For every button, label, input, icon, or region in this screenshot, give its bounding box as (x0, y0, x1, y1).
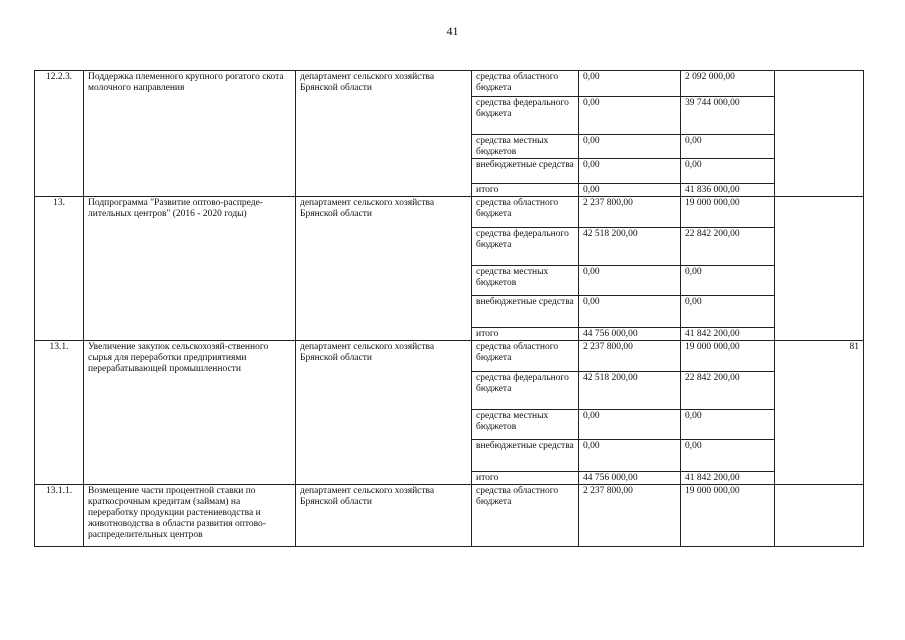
amount-col-1: 0,00 (579, 440, 681, 472)
amount-col-2: 19 000 000,00 (681, 197, 775, 228)
amount-col-2: 0,00 (681, 135, 775, 159)
amount-col-1: 0,00 (579, 184, 681, 197)
item-executor: департамент сельского хозяйства Брянской области (296, 71, 472, 197)
funding-source: внебюджетные средства (472, 440, 579, 472)
amount-col-2: 41 842 200,00 (681, 328, 775, 341)
funding-source: средства местных бюджетов (472, 266, 579, 296)
amount-col-2: 0,00 (681, 266, 775, 296)
amount-col-2: 0,00 (681, 159, 775, 184)
amount-col-1: 0,00 (579, 410, 681, 440)
amount-col-2: 19 000 000,00 (681, 485, 775, 547)
item-score: 81 (775, 341, 864, 485)
amount-col-2: 0,00 (681, 296, 775, 328)
amount-col-2: 0,00 (681, 410, 775, 440)
amount-col-1: 2 237 800,00 (579, 197, 681, 228)
item-score (775, 485, 864, 547)
budget-table-body (35, 71, 864, 547)
item-score (775, 197, 864, 341)
item-number: 12.2.3. (35, 71, 84, 197)
funding-source: средства областного бюджета (472, 341, 579, 372)
item-number: 13.1. (35, 341, 84, 485)
amount-col-1: 2 237 800,00 (579, 341, 681, 372)
budget-table (34, 70, 864, 547)
funding-source: средства областного бюджета (472, 71, 579, 97)
amount-col-1: 44 756 000,00 (579, 472, 681, 485)
amount-col-2: 0,00 (681, 440, 775, 472)
amount-col-2: 2 092 000,00 (681, 71, 775, 97)
item-score (775, 71, 864, 197)
item-name: Подпрограмма "Развитие оптово-распреде-лительных центров" (2016 - 2020 годы) (84, 197, 296, 341)
item-executor: департамент сельского хозяйства Брянской области (296, 485, 472, 547)
amount-col-1: 44 756 000,00 (579, 328, 681, 341)
funding-source: средства федерального бюджета (472, 372, 579, 410)
funding-source: итого (472, 328, 579, 341)
funding-source: средства областного бюджета (472, 485, 579, 547)
item-number: 13. (35, 197, 84, 341)
amount-col-2: 19 000 000,00 (681, 341, 775, 372)
page-number: 41 (446, 24, 459, 38)
item-executor: департамент сельского хозяйства Брянской области (296, 341, 472, 485)
amount-col-1: 0,00 (579, 296, 681, 328)
funding-source: средства федерального бюджета (472, 97, 579, 135)
funding-source: средства местных бюджетов (472, 410, 579, 440)
amount-col-1: 0,00 (579, 266, 681, 296)
amount-col-2: 39 744 000,00 (681, 97, 775, 135)
amount-col-1: 2 237 800,00 (579, 485, 681, 547)
amount-col-2: 41 836 000,00 (681, 184, 775, 197)
funding-source: внебюджетные средства (472, 159, 579, 184)
amount-col-1: 0,00 (579, 135, 681, 159)
amount-col-2: 22 842 200,00 (681, 228, 775, 266)
amount-col-1: 42 518 200,00 (579, 372, 681, 410)
item-name: Увеличение закупок сельскохозяй-ственного сырья для переработки предприятиями перерабатывающей промышленности (84, 341, 296, 485)
amount-col-2: 41 842 200,00 (681, 472, 775, 485)
funding-source: итого (472, 472, 579, 485)
amount-col-1: 0,00 (579, 71, 681, 97)
table-row (35, 341, 864, 372)
table-row (35, 485, 864, 547)
table-row (35, 71, 864, 97)
funding-source: средства областного бюджета (472, 197, 579, 228)
item-executor: департамент сельского хозяйства Брянской области (296, 197, 472, 341)
item-name: Поддержка племенного крупного рогатого скота молочного направления (84, 71, 296, 197)
funding-source: внебюджетные средства (472, 296, 579, 328)
funding-source: итого (472, 184, 579, 197)
amount-col-1: 42 518 200,00 (579, 228, 681, 266)
amount-col-2: 22 842 200,00 (681, 372, 775, 410)
item-name: Возмещение части процентной ставки по краткосрочным кредитам (займам) на переработку продукции растениеводства и животноводства в области развития оптово-распределительных центров (84, 485, 296, 547)
funding-source: средства местных бюджетов (472, 135, 579, 159)
table-row (35, 197, 864, 228)
funding-source: средства федерального бюджета (472, 228, 579, 266)
amount-col-1: 0,00 (579, 97, 681, 135)
item-number: 13.1.1. (35, 485, 84, 547)
amount-col-1: 0,00 (579, 159, 681, 184)
